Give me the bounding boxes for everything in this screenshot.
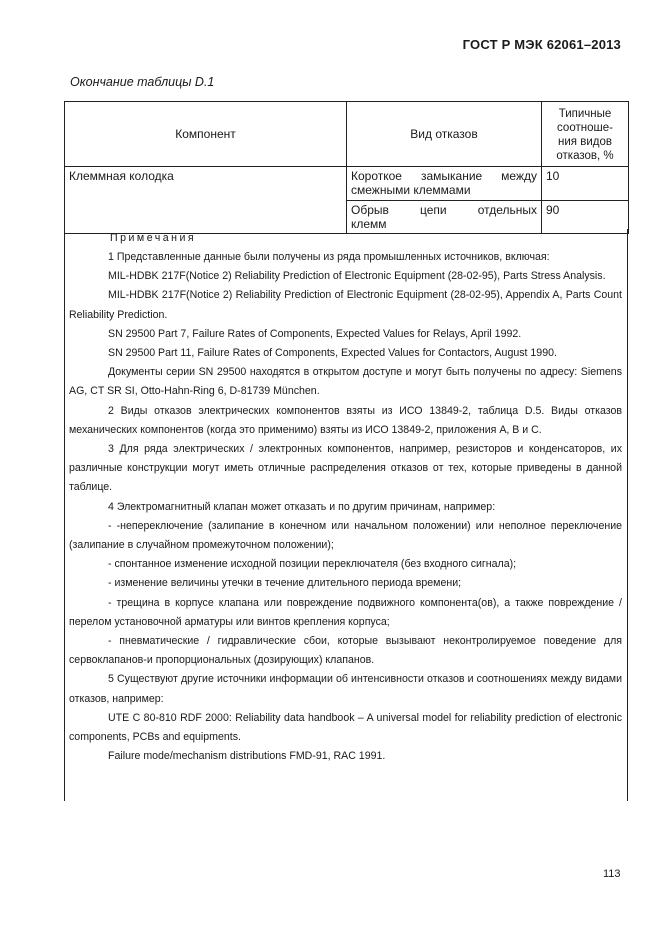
- document-header: ГОСТ Р МЭК 62061–2013: [462, 37, 621, 52]
- note-paragraph: MIL-HDBK 217F(Notice 2) Reliability Prediction of Electronic Equipment (28-02-95), Appendix A, Parts Count Reliability Prediction.: [69, 289, 622, 321]
- note-paragraph: - -непереключение (залипание в конечном или начальном положении) или неполное переключение (залипание в случайном промежуточном положении);: [69, 519, 622, 552]
- notes-section: [69, 231, 622, 766]
- note-paragraph: 1 Представленные данные были получены из ряда промышленных источников, включая:: [108, 251, 550, 263]
- note-paragraph: Документы серии SN 29500 находятся в открытом доступе и могут быть получены по адресу: Siemens AG, CT SR SI, Otto-Hahn-Ring 6, D-81739 München.: [69, 366, 622, 398]
- failure-mode-line: клемм: [351, 216, 387, 231]
- header-component: Компонент: [65, 102, 347, 167]
- note-paragraph: SN 29500 Part 7, Failure Rates of Components, Expected Values for Relays, April 1992.: [108, 327, 522, 340]
- note-paragraph: - изменение величины утечки в течение длительного периода времени;: [108, 577, 462, 590]
- table-header-row: [65, 102, 629, 167]
- header-ratio-line: соотноше-: [557, 122, 613, 134]
- note-paragraph: 3 Для ряда электрических / электронных компонентов, например, резисторов и конденсаторов, их различные конструкции могут иметь отличные распределения отказов от тех, которые приведены в данной таблице.: [69, 443, 622, 494]
- header-ratio-line: отказов, %: [556, 150, 614, 162]
- note-paragraph: - пневматические / гидравлические сбои, которые вызывают неконтролируемое поведение для сервоклапанов-и пропорциональных (дозирующих) клапанов.: [69, 635, 622, 667]
- notes-body: [69, 248, 622, 766]
- note-paragraph: 4 Электромагнитный клапан может отказать и по другим причинам, например:: [108, 500, 496, 513]
- failure-mode-line: Обрыв цепи отдельных: [351, 202, 537, 217]
- component-cell: Клеммная колодка: [65, 167, 347, 234]
- note-paragraph: - спонтанное изменение исходной позиции переключателя (без входного сигнала);: [108, 558, 517, 571]
- ratio-cell: 90: [542, 200, 629, 234]
- failure-mode-table: [64, 101, 629, 234]
- note-paragraph: Failure mode/mechanism distributions FMD-91, RAC 1991.: [108, 750, 386, 763]
- table-caption: Окончание таблицы D.1: [70, 75, 215, 89]
- note-paragraph: 2 Виды отказов электрических компонентов взяты из ИСО 13849-2, таблица D.5. Виды отказов механических компонентов (когда это применимо) взяты из ИСО 13849-2, приложения А, В и С.: [69, 404, 622, 436]
- header-typical-ratio: [542, 102, 629, 167]
- page-number: 113: [603, 868, 621, 880]
- header-failure-mode: Вид отказов: [347, 102, 542, 167]
- note-paragraph: 5 Существуют другие источники информации об интенсивности отказов и соотношениях между видами отказов, например:: [69, 673, 622, 705]
- note-paragraph: MIL-HDBK 217F(Notice 2) Reliability Prediction of Electronic Equipment (28-02-95), Parts Stress Analysis.: [108, 270, 606, 283]
- note-paragraph: UTE C 80-810 RDF 2000: Reliability data handbook – A universal model for reliability prediction of electronic components, PCBs and equipments.: [69, 711, 622, 744]
- header-ratio-line: Типичные: [558, 108, 612, 120]
- ratio-cell: 10: [542, 167, 629, 201]
- note-paragraph: SN 29500 Part 11, Failure Rates of Components, Expected Values for Contactors, August 1990.: [108, 347, 557, 360]
- header-ratio-line: ния видов: [558, 136, 612, 148]
- failure-mode-line: смежными клеммами: [351, 183, 471, 197]
- notes-title: Примечания: [110, 232, 197, 244]
- failure-mode-cell: [347, 167, 542, 201]
- table-row: [65, 167, 629, 201]
- note-paragraph: - трещина в корпусе клапана или повреждение подвижного компонента(ов), а также повреждение / перелом установочной арматуры или винтов крепления корпуса;: [69, 596, 622, 628]
- failure-mode-line: Короткое замыкание между: [351, 169, 537, 183]
